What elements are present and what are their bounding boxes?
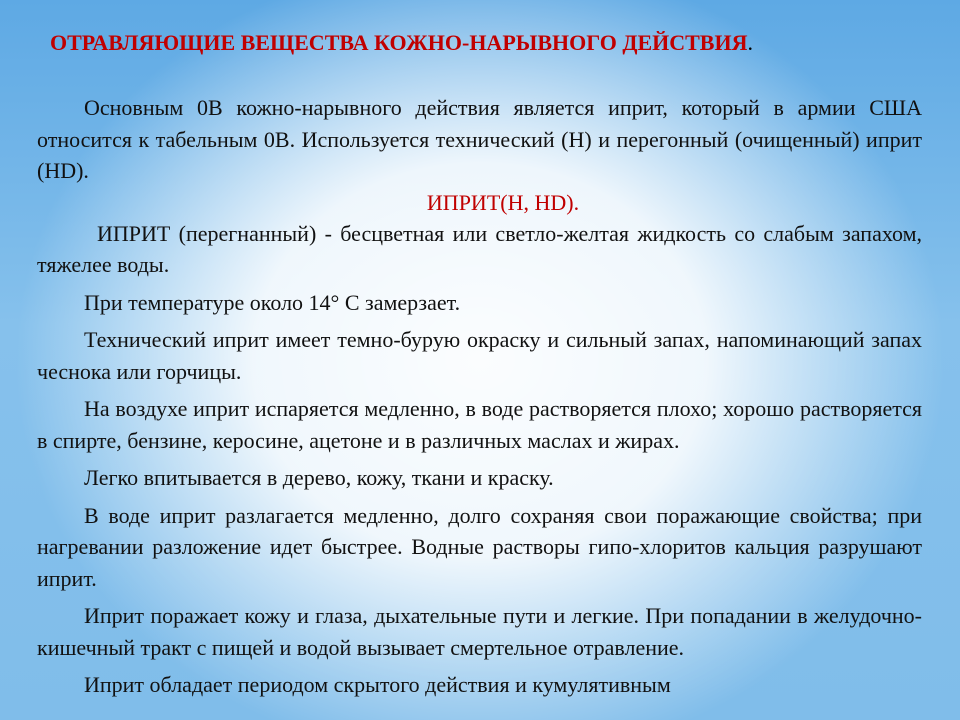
intro-paragraph: Основным 0В кожно-нарывного действия является иприт, который в армии США относится к табельным 0В. Используется технический (Н) и перегонный (очищенный) иприт (HD). <box>37 95 922 183</box>
paragraph-latent-period: Иприт обладает периодом скрытого действия и кумулятивным <box>84 672 671 697</box>
paragraph-effects: Иприт поражает кожу и глаза, дыхательные пути и легкие. При попадании в желудочно-кишечный тракт с пищей и водой вызывает смертельное отравление. <box>37 603 922 660</box>
slide-title-period: . <box>747 30 753 55</box>
paragraph-absorption: Легко впитывается в дерево, кожу, ткани и краску. <box>84 465 554 490</box>
slide-title <box>50 30 930 56</box>
paragraph-technical: Технический иприт имеет темно-бурую окраску и сильный запах, напоминающий запах чеснока или горчицы. <box>37 327 922 384</box>
paragraph-solubility: На воздухе иприт испаряется медленно, в воде растворяется плохо; хорошо растворяется в спирте, бензине, керосине, ацетоне и в различных маслах и жирах. <box>37 396 922 453</box>
slide-title-text: ОТРАВЛЯЮЩИЕ ВЕЩЕСТВА КОЖНО-НАРЫВНОГО ДЕЙСТВИЯ <box>50 30 748 55</box>
substance-subtitle: ИПРИТ(Н, HD). <box>426 189 580 215</box>
paragraph-freezing: При температуре около 14° С замерзает. <box>84 289 461 315</box>
slide-body <box>37 92 922 701</box>
paragraph-decomposition: В воде иприт разлагается медленно, долго сохраняя свои поражающие свойства; при нагревании разложение идет быстрее. Водные растворы гипо-хлоритов кальция разрушают иприт. <box>37 502 922 591</box>
paragraph-description: ИПРИТ (перегнанный) - бесцветная или светло-желтая жидкость со слабым запахом, тяжелее воды. <box>37 220 922 277</box>
